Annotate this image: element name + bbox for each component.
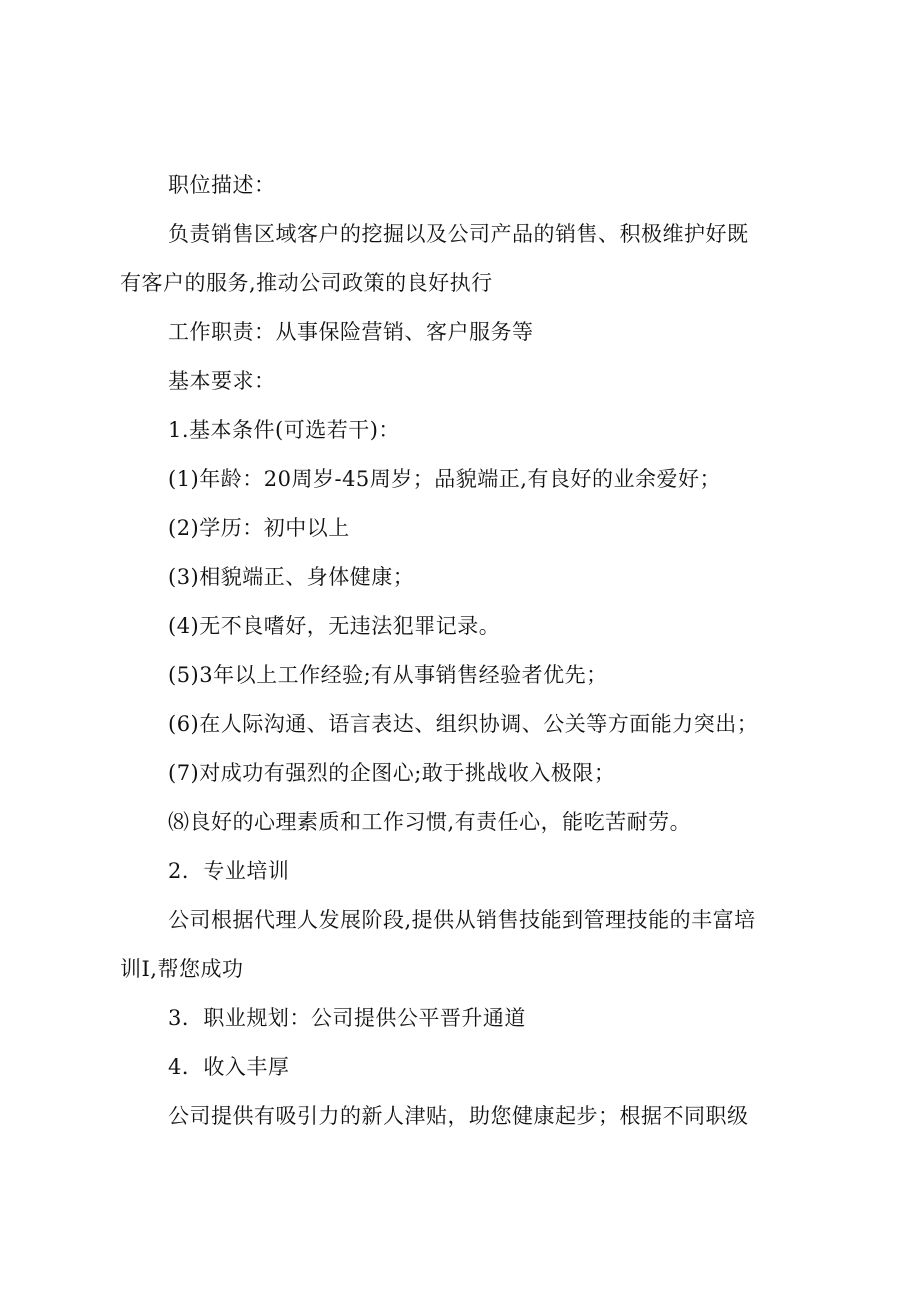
paragraph-line: 公司根据代理人发展阶段,提供从销售技能到管理技能的丰富培 — [168, 908, 756, 932]
list-item: (1)年龄：20周岁-45周岁；品貌端正,有良好的业余爱好； — [168, 467, 721, 491]
paragraph-line: 有客户的服务,推动公司政策的良好执行 — [120, 271, 493, 295]
list-item: (7)对成功有强烈的企图心;敢于挑战收入极限； — [168, 761, 616, 785]
list-heading-income: 4．收入丰厚 — [168, 1055, 290, 1079]
paragraph-job-duties: 工作职责：从事保险营销、客户服务等 — [168, 320, 534, 344]
list-item: ⑻良好的心理素质和工作习惯,有责任心，能吃苦耐劳。 — [168, 810, 692, 834]
list-item: (6)在人际沟通、语言表达、组织协调、公关等方面能力突出； — [168, 712, 759, 736]
list-item: (4)无不良嗜好，无违法犯罪记录。 — [168, 614, 501, 638]
paragraph-line: 公司提供有吸引力的新人津贴，助您健康起步；根据不同职级 — [168, 1104, 749, 1128]
list-item: (5)3年以上工作经验;有从事销售经验者优先； — [168, 663, 608, 687]
list-heading-career-planning: 3．职业规划：公司提供公平晋升通道 — [168, 1006, 526, 1030]
paragraph-line: 训I,帮您成功 — [120, 957, 244, 981]
heading-job-description: 职位描述： — [168, 173, 276, 197]
paragraph-line: 负责销售区域客户的挖掘以及公司产品的销售、积极维护好既 — [168, 222, 749, 246]
list-item: (3)相貌端正、身体健康； — [168, 565, 415, 589]
list-heading-basic-conditions: 1.基本条件(可选若干)： — [168, 418, 400, 442]
list-heading-training: 2．专业培训 — [168, 859, 290, 883]
heading-basic-requirements: 基本要求： — [168, 369, 276, 393]
list-item: (2)学历：初中以上 — [168, 516, 350, 540]
